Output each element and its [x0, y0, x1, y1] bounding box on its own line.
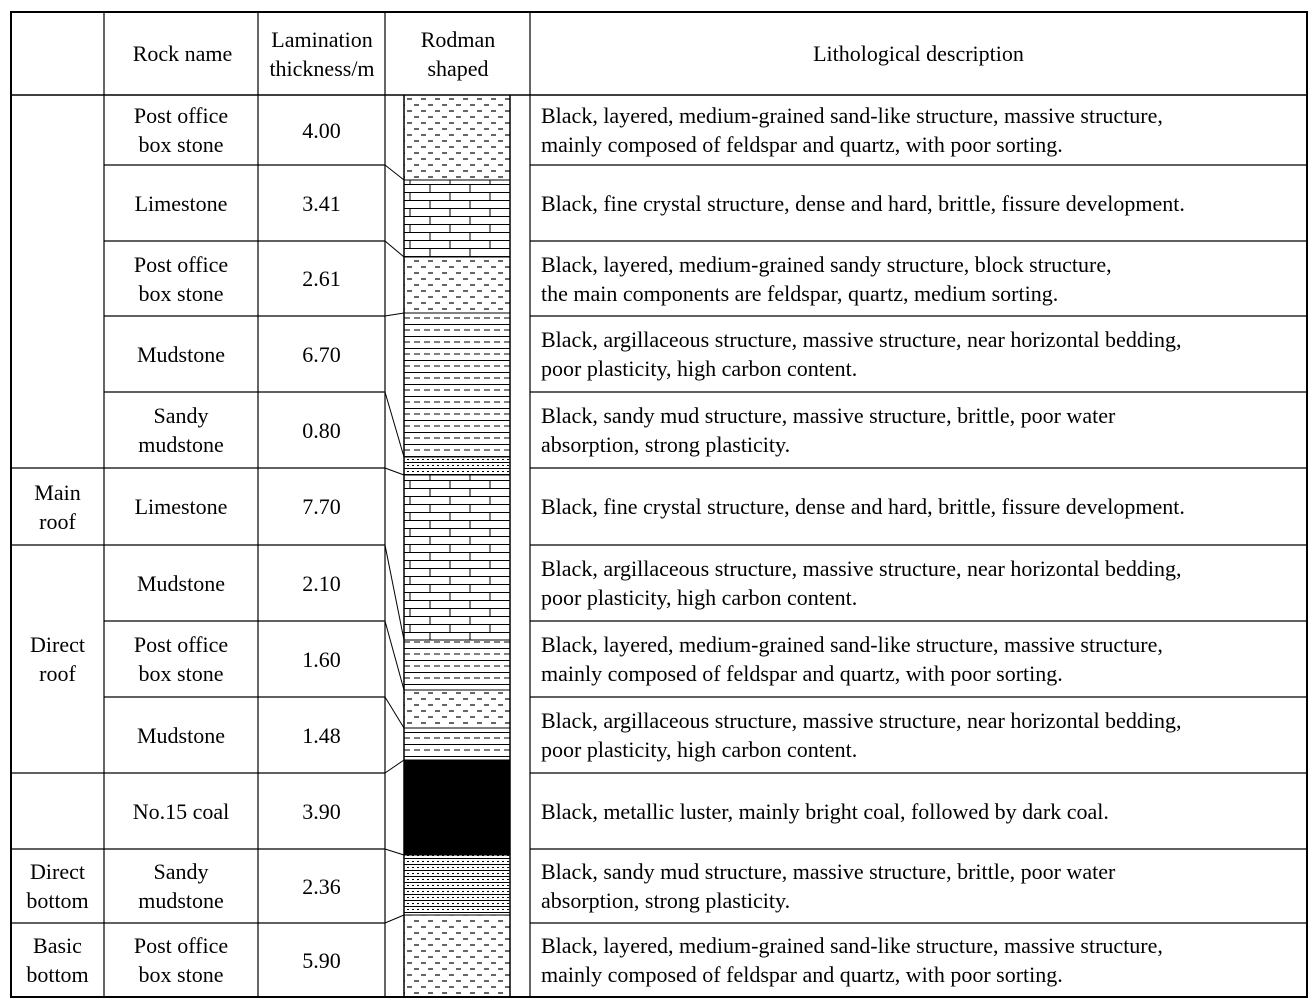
group-label — [11, 468, 104, 545]
connector-line — [385, 915, 404, 923]
column-layer-sandy-mudstone — [404, 457, 510, 475]
rock-name — [104, 95, 258, 165]
connector-line — [385, 621, 404, 690]
connector-lines — [385, 165, 404, 923]
group-label-line: Direct — [30, 859, 85, 884]
header-rock-name: Rock name — [132, 41, 233, 66]
column-layer-coal — [404, 760, 510, 855]
connector-line — [385, 697, 404, 728]
lithological-description-line: Black, argillaceous structure, massive structure, near horizontal bedding, — [541, 327, 1182, 352]
group-label-line: roof — [39, 661, 76, 686]
rock-name-line: Sandy — [153, 859, 209, 884]
group-label — [11, 95, 104, 468]
group-label — [11, 545, 104, 773]
column-layer-mudstone — [404, 640, 510, 690]
lithological-description — [541, 165, 1307, 241]
rock-name-line: Post office — [133, 103, 229, 128]
column-layer-sandstone — [404, 95, 510, 180]
connector-line — [385, 241, 404, 257]
rock-name-line: mudstone — [138, 888, 224, 913]
lamination-thickness: 5.90 — [302, 947, 341, 973]
group-label-line: Direct — [30, 632, 85, 657]
lithological-description-line: mainly composed of feldspar and quartz, with poor sorting. — [541, 132, 1063, 157]
lamination-thickness: 2.61 — [302, 266, 341, 291]
connector-line — [385, 392, 404, 457]
lithological-description-line: absorption, strong plasticity. — [541, 888, 791, 913]
column-layer-mudstone — [404, 728, 510, 760]
connector-line — [385, 468, 404, 475]
rock-name-line: No.15 coal — [132, 798, 230, 824]
lithological-description-line: Black, sandy mud structure, massive structure, brittle, poor water — [541, 859, 1116, 884]
rock-name-line: Limestone — [134, 494, 228, 519]
group-label — [11, 923, 104, 997]
lithological-description-line: mainly composed of feldspar and quartz, with poor sorting. — [541, 962, 1063, 987]
column-layer-sandstone — [404, 257, 510, 313]
rock-name — [104, 468, 258, 545]
connector-line — [385, 165, 404, 180]
header-lamination-thickness: Lamination thickness/m — [269, 26, 375, 81]
lithological-description — [541, 316, 1307, 392]
rock-name-line: Mudstone — [137, 341, 225, 367]
lithological-description — [541, 849, 1307, 923]
lithological-description — [541, 923, 1307, 997]
lamination-thickness: 7.70 — [302, 494, 341, 519]
rock-name — [104, 773, 258, 849]
lithological-description — [541, 392, 1307, 468]
lithological-description-line: Black, metallic luster, mainly bright coal, followed by dark coal. — [541, 798, 1109, 824]
connector-line — [385, 313, 404, 316]
rock-name — [104, 545, 258, 621]
lithological-description-line: poor plasticity, high carbon content. — [541, 737, 858, 762]
rock-name-line: box stone — [138, 962, 224, 987]
lamination-thickness: 2.10 — [302, 570, 341, 596]
group-label — [11, 849, 104, 923]
rock-name-line: box stone — [138, 661, 224, 686]
lithological-description — [541, 697, 1307, 773]
column-layer-limestone — [404, 180, 510, 257]
connector-line — [385, 849, 404, 855]
connector-line — [385, 545, 404, 640]
column-layer-sandy-mudstone — [404, 855, 510, 915]
lithological-description-line: Black, layered, medium-grained sand-like structure, massive structure, — [541, 933, 1163, 958]
rodman-column — [404, 95, 510, 997]
lithological-description-line: Black, layered, medium-grained sand-like structure, massive structure, — [541, 103, 1163, 128]
column-layer-sandstone — [404, 690, 510, 728]
rock-name — [104, 697, 258, 773]
group-label-line: Basic — [33, 933, 82, 958]
lithological-description-line: Black, fine crystal structure, dense and hard, brittle, fissure development. — [541, 494, 1185, 519]
lithological-description — [541, 95, 1307, 165]
rock-name-line: box stone — [138, 280, 224, 306]
lithological-description — [541, 621, 1307, 697]
lithological-description-line: poor plasticity, high carbon content. — [541, 356, 858, 381]
group-label-line: bottom — [26, 888, 89, 913]
lithological-description-line: Black, layered, medium-grained sandy structure, block structure, — [541, 251, 1112, 277]
header-rodman-shaped: Rodman shaped — [420, 26, 496, 81]
column-layer-sandstone — [404, 915, 510, 997]
connector-line — [385, 760, 404, 773]
lamination-thickness: 3.41 — [302, 190, 341, 216]
lamination-thickness: 6.70 — [302, 341, 341, 367]
rock-name-line: mudstone — [138, 432, 224, 457]
lithological-description — [541, 468, 1307, 545]
group-label-line: Main — [34, 479, 81, 505]
rock-name — [104, 165, 258, 241]
lithological-description — [541, 545, 1307, 621]
group-label-line: bottom — [26, 962, 89, 987]
column-layer-limestone — [404, 475, 510, 640]
lithological-description-line: Black, argillaceous structure, massive structure, near horizontal bedding, — [541, 556, 1182, 581]
lithological-description-line: Black, fine crystal structure, dense and hard, brittle, fissure development. — [541, 190, 1185, 216]
rock-name-line: Post office — [133, 251, 229, 277]
rock-name-line: Mudstone — [137, 722, 225, 748]
lamination-thickness: 0.80 — [302, 417, 341, 443]
rock-name — [104, 241, 258, 316]
lithological-description — [541, 241, 1307, 316]
rock-name-line: Mudstone — [137, 570, 225, 596]
rock-name — [104, 849, 258, 923]
lithological-description-line: poor plasticity, high carbon content. — [541, 585, 858, 610]
rock-name — [104, 923, 258, 997]
lithological-description-line: Black, layered, medium-grained sand-like structure, massive structure, — [541, 632, 1163, 657]
header-lithological-description: Lithological description — [813, 41, 1024, 66]
rock-name-line: Limestone — [134, 190, 228, 216]
lithological-description-line: the main components are feldspar, quartz, medium sorting. — [541, 280, 1059, 306]
group-label-line: roof — [39, 508, 76, 534]
lamination-thickness: 1.48 — [302, 722, 341, 748]
lithological-description — [541, 773, 1307, 849]
lithological-description-line: mainly composed of feldspar and quartz, with poor sorting. — [541, 661, 1063, 686]
lamination-thickness: 3.90 — [302, 798, 341, 824]
rock-name-line: Sandy — [153, 403, 209, 428]
lithological-description-line: Black, sandy mud structure, massive structure, brittle, poor water — [541, 403, 1116, 428]
rock-name-line: Post office — [133, 933, 229, 958]
lamination-thickness: 2.36 — [302, 873, 341, 899]
lithological-description-line: Black, argillaceous structure, massive structure, near horizontal bedding, — [541, 708, 1182, 733]
rock-name-line: Post office — [133, 632, 229, 657]
rock-name — [104, 621, 258, 697]
rock-name — [104, 392, 258, 468]
lithological-description-line: absorption, strong plasticity. — [541, 432, 791, 457]
group-label — [11, 773, 104, 849]
rock-name-line: box stone — [138, 132, 224, 157]
lamination-thickness: 1.60 — [302, 646, 341, 672]
column-layer-mudstone — [404, 313, 510, 457]
rock-name — [104, 316, 258, 392]
lamination-thickness: 4.00 — [302, 117, 341, 143]
